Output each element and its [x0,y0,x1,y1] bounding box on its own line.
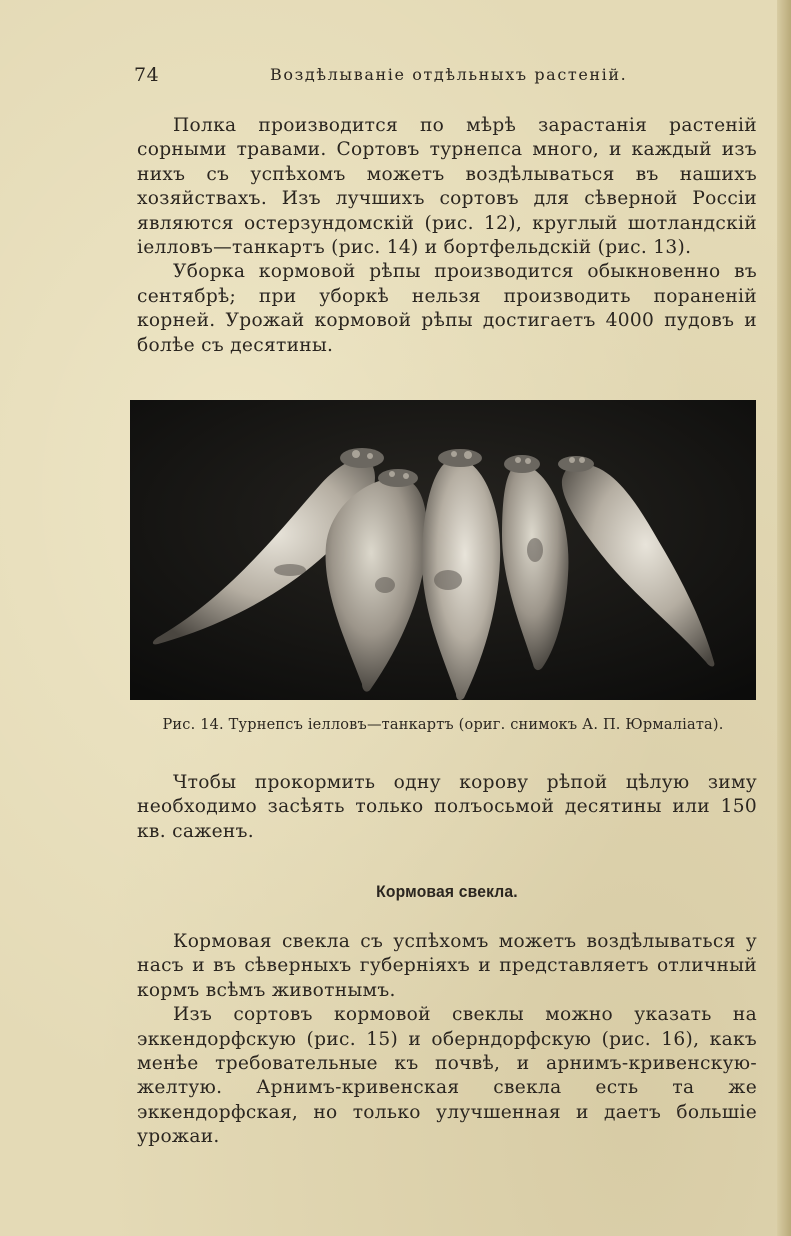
body-text-middle [137,771,757,844]
body-text-section [137,930,757,1150]
body-text-top [137,114,757,358]
paragraph: Кормовая свекла съ успѣхомъ можетъ воздѣлываться у насъ и въ сѣверныхъ губерніяхъ и представляетъ отличный кормъ всѣмъ животнымъ. [137,931,757,1001]
paragraph: Чтобы прокормить одну корову рѣпой цѣлую зиму необходимо засѣять только полъосьмой десятины или 150 кв. саженъ. [137,772,757,842]
figure-caption: Рис. 14. Турнепсъ іелловъ—танкартъ (ориг. снимокъ А. П. Юрмаліата). [162,717,724,733]
section-heading: Кормовая свекла. [376,882,518,901]
turnip-photograph [130,400,756,700]
paragraph: Уборка кормовой рѣпы производится обыкновенно въ сентябрѣ; при уборкѣ нельзя производить пораненій корней. Урожай кормовой рѣпы достигаетъ 4000 пудовъ и болѣе съ десятины. [137,261,757,356]
running-title: Воздѣлываніе отдѣльныхъ растеній. [270,65,628,84]
paragraph: Изъ сортовъ кормовой свеклы можно указать на эккендорфскую (рис. 15) и оберндорфскую (рис. 16), какъ менѣе требовательные къ почвѣ, и арнимъ-кривенскую-желтую. Арнимъ-кривенская свекла есть та же эккендорфская, но только улучшенная и даетъ большіе урожаи. [137,1004,757,1148]
page-number: 74 [134,64,160,86]
running-header [132,64,632,88]
paragraph: Полка производится по мѣрѣ зарастанія растеній сорными травами. Сортовъ турнепса много, и каждый изъ нихъ съ успѣхомъ можетъ воздѣлываться въ нашихъ хозяйствахъ. Изъ лучшихъ сортовъ для сѣверной Россіи являются остерзундомскій (рис. 12), круглый шотландскій іелловъ—танкартъ (рис. 14) и бортфельдскій (рис. 13). [137,115,757,259]
page-edge [777,0,791,1236]
